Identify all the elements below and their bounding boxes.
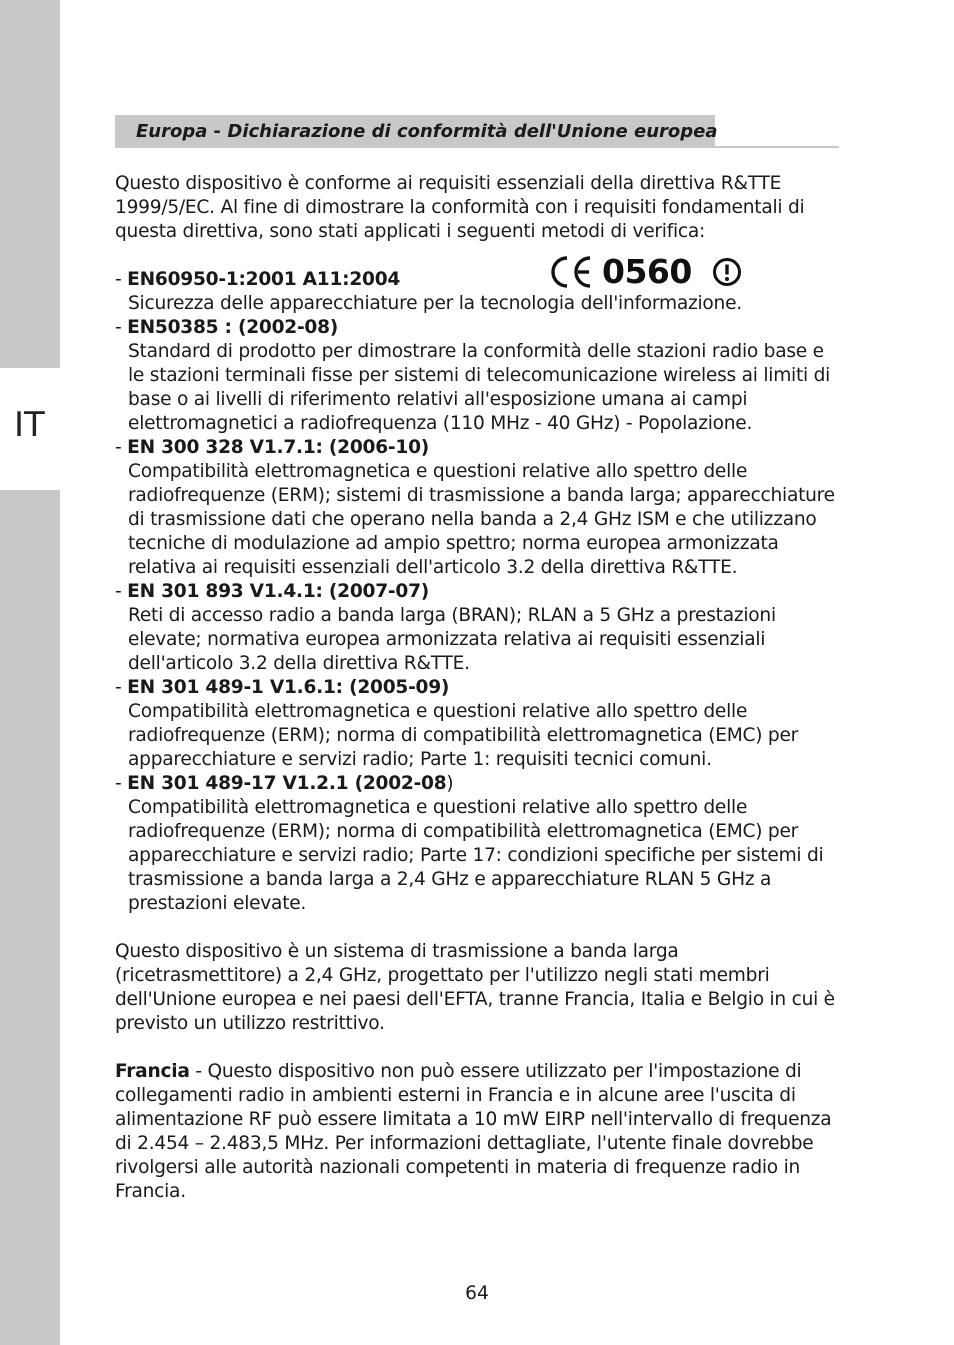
france-paragraph bbox=[115, 1060, 843, 1204]
standard-heading bbox=[115, 676, 843, 700]
list-dash: - bbox=[115, 317, 128, 338]
section-header-rule bbox=[715, 146, 839, 148]
section-title: Europa - Dichiarazione di conformità dell'Unione europea bbox=[136, 121, 718, 142]
standard-code: EN50385 : (2002-08) bbox=[127, 317, 339, 338]
side-language-bar bbox=[0, 0, 60, 1345]
standard-item bbox=[115, 436, 843, 580]
standard-item bbox=[115, 676, 843, 772]
document-body bbox=[115, 172, 843, 1228]
intro-paragraph: Questo dispositivo è conforme ai requisiti essenziali della direttiva R&TTE 1999/5/EC. Al fine di dimostrare la conformità con i requisiti fondamentali di questa direttiva, sono stati applicati i seguenti metodi di verifica: bbox=[115, 173, 805, 242]
standard-description: Compatibilità elettromagnetica e questioni relative allo spettro delle radiofrequenze (ERM); norma di compatibilità elettromagnetica (EMC) per apparecchiature e servizi radio; Parte 17: condizioni specifiche per sistemi di trasmissione a banda larga a 2,4 GHz e apparecchiature RLAN 5 GHz a prestazioni elevate. bbox=[128, 797, 824, 914]
france-lead: Francia bbox=[115, 1061, 190, 1082]
list-dash: - bbox=[115, 581, 128, 602]
standard-description: Compatibilità elettromagnetica e questioni relative allo spettro delle radiofrequenze (ERM); norma di compatibilità elettromagnetica (EMC) per apparecchiature e servizi radio; Parte 1: requisiti tecnici comuni. bbox=[128, 701, 799, 770]
standard-code: EN 301 893 V1.4.1: (2007-07) bbox=[127, 581, 430, 602]
standard-description: Standard di prodotto per dimostrare la conformità delle stazioni radio base e le stazioni terminali fisse per sistemi di telecomunicazione wireless ai limiti di base o ai livelli di riferimento relativi all'esposizione umana ai campi elettromagnetici a radiofrequenza (110 MHz - 40 GHz) - Popolazione. bbox=[128, 341, 831, 434]
standard-heading bbox=[115, 316, 843, 340]
standard-item bbox=[115, 268, 843, 316]
usage-paragraph: Questo dispositivo è un sistema di trasmissione a banda larga (ricetrasmettitore) a 2,4 GHz, progettato per l'utilizzo negli stati membri dell'Unione europea e nei paesi dell'EFTA, tranne Francia, Italia e Belgio in cui è previsto un utilizzo restrittivo. bbox=[115, 941, 835, 1034]
standard-code: EN 301 489-17 V1.2.1 (2002-08 bbox=[127, 773, 447, 794]
standard-code: EN 301 489-1 V1.6.1: (2005-09) bbox=[127, 677, 450, 698]
france-text: - Questo dispositivo non può essere utilizzato per l'impostazione di collegamenti radio in ambienti esterni in Francia e in alcune aree l'uscita di alimentazione RF può essere limitata a 10 mW EIRP nell'intervallo di frequenza di 2.454 – 2.483,5 MHz. Per informazioni dettagliate, l'utente finale dovrebbe rivolgersi alle autorità nazionali competenti in materia di frequenze radio in Francia. bbox=[115, 1061, 832, 1202]
page-number: 64 bbox=[465, 1283, 489, 1304]
standard-item bbox=[115, 580, 843, 676]
list-dash: - bbox=[115, 773, 128, 794]
standard-description: Reti di accesso radio a banda larga (BRAN); RLAN a 5 GHz a prestazioni elevate; normativa europea armonizzata relativa ai requisiti essenziali dell'articolo 3.2 della direttiva R&TTE. bbox=[128, 605, 776, 674]
standard-item bbox=[115, 316, 843, 436]
standard-heading bbox=[115, 268, 843, 292]
standard-description: Sicurezza delle apparecchiature per la tecnologia dell'informazione. bbox=[128, 293, 742, 314]
notified-body-number: 0560 bbox=[602, 252, 692, 291]
standard-heading bbox=[115, 436, 843, 460]
standard-suffix: ) bbox=[446, 773, 454, 794]
list-dash: - bbox=[115, 677, 128, 698]
language-code: IT bbox=[14, 405, 45, 445]
standards-list bbox=[115, 268, 843, 916]
standard-heading bbox=[115, 580, 843, 604]
standard-code: EN60950-1:2001 A11:2004 bbox=[127, 269, 401, 290]
standard-code: EN 300 328 V1.7.1: (2006-10) bbox=[127, 437, 430, 458]
standard-heading bbox=[115, 772, 843, 796]
standard-description: Compatibilità elettromagnetica e questioni relative allo spettro delle radiofrequenze (ERM); sistemi di trasmissione a banda larga; apparecchiature di trasmissione dati che operano nella banda a 2,4 GHz ISM e che utilizzano tecniche di modulazione ad ampio spettro; norma europea armonizzata relativa ai requisiti essenziali dell'articolo 3.2 della direttiva R&TTE. bbox=[128, 461, 835, 578]
list-dash: - bbox=[115, 269, 128, 290]
standard-item bbox=[115, 772, 843, 916]
list-dash: - bbox=[115, 437, 128, 458]
